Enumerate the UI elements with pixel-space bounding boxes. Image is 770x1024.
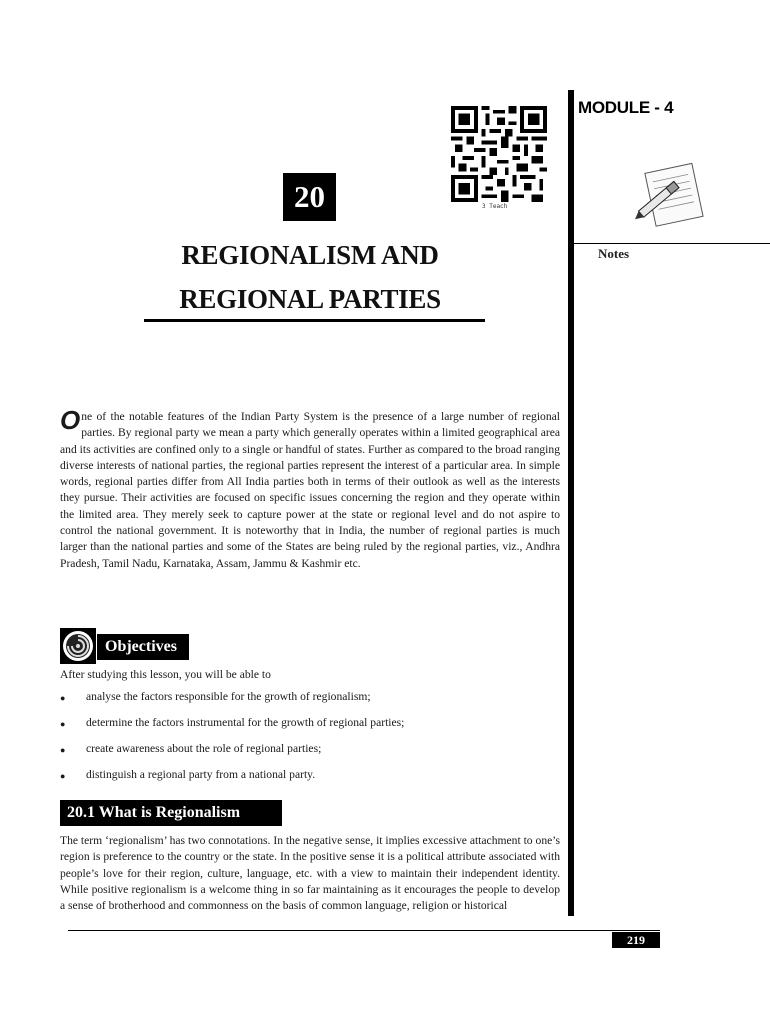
drop-cap: O <box>60 405 81 435</box>
pencil-notepad-icon <box>628 160 708 230</box>
objectives-heading: Objectives <box>97 634 189 660</box>
objectives-list <box>60 690 404 794</box>
section-heading: 20.1 What is Regionalism <box>60 800 282 826</box>
chapter-title-line1: REGIONALISM AND <box>181 240 439 270</box>
title-underline <box>144 319 485 322</box>
list-item: ● create awareness about the role of regional parties; <box>60 742 404 768</box>
list-item: ● determine the factors instrumental for the growth of regional parties; <box>60 716 404 742</box>
qr-code <box>451 106 547 202</box>
footer-rule <box>68 930 660 931</box>
module-label: MODULE - 4 <box>578 98 674 117</box>
notes-label: Notes <box>598 246 630 261</box>
intro-text: ne of the notable features of the Indian Party System is the presence of a large number of regional parties. By regional party we mean a party which generally operates within a limited geographical area and its activities are confined only to a single or handful of states. Further as compared to the broad ranging diverse interests of national parties, the regional parties represent the interest of a particular area. In simple words, regional parties differ from All India parties both in terms of their outlook as well as the interests they pursue. Their activities are focused on specific issues concerning the region and they operate within the limited area. They merely seek to capture power at the state or regional level and do not aspire to control the national government. It is noteworthy that in India, the number of regional parties is much larger than the national parties and some of the States are being ruled by the regional parties, viz., Andhra Pradesh, Tamil Nadu, Karnataka, Assam, Jammu & Kashmir etc. <box>60 410 560 570</box>
list-item: ● distinguish a regional party from a national party. <box>60 768 404 794</box>
chapter-number: 20 <box>283 173 336 221</box>
objectives-lead: After studying this lesson, you will be able to <box>60 668 271 681</box>
objectives-header <box>60 628 210 664</box>
intro-paragraph <box>60 405 560 572</box>
list-item: ● analyse the factors responsible for the growth of regionalism; <box>60 690 404 716</box>
target-spiral-icon <box>60 628 96 664</box>
page-number: 219 <box>612 932 660 948</box>
margin-divider <box>568 90 574 916</box>
notes-rule <box>574 243 770 244</box>
section-paragraph: The term ‘regionalism’ has two connotations. In the negative sense, it implies excessive attachment to one’s region is preference to the country or the state. In the positive sense it is a political attribute associated with people’s love for their region, culture, language, etc. with a view to maintain their independent identity. While positive regionalism is a welcome thing in so far maintaining as it encourages the people to develop a sense of brotherhood and commonness on the basis of common language, religion or historical <box>60 834 560 913</box>
chapter-title-line2: REGIONAL PARTIES <box>179 284 441 314</box>
qr-caption: 3 Teach <box>482 203 508 210</box>
